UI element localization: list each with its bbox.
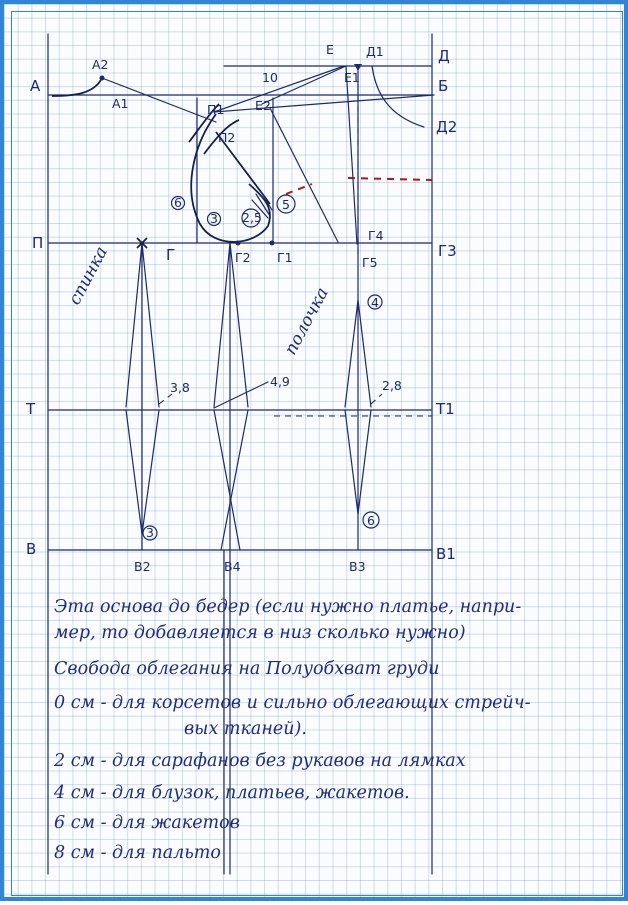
label-t: Т xyxy=(26,400,36,418)
label-v1: В1 xyxy=(436,545,456,563)
notes-block xyxy=(54,594,614,866)
front-dart-left-top xyxy=(345,300,358,407)
label-c3b: 3 xyxy=(146,525,154,540)
note-line-2: мер, то добавляется в низ сколько нужно) xyxy=(54,623,466,643)
note-line-9: 8 см - для пальто xyxy=(54,843,221,863)
point-g1 xyxy=(270,241,275,246)
note-line-6: 2 см - для сарафанов без рукавов на лямках xyxy=(54,751,466,771)
label-a2: А2 xyxy=(92,57,109,72)
label-p2: П2 xyxy=(218,130,236,145)
label-3-8: 3,8 xyxy=(170,380,190,395)
label-a: А xyxy=(30,77,41,95)
red-dashed-bust xyxy=(348,178,432,180)
back-dart-right-bottom xyxy=(142,410,159,534)
back-neck-curve xyxy=(52,78,102,96)
side-measure-line xyxy=(214,382,268,408)
label-a1: А1 xyxy=(112,96,129,111)
back-dart-right-top xyxy=(142,243,159,407)
side-left-bottom xyxy=(214,410,240,550)
label-v3: В3 xyxy=(349,559,366,574)
label-p1: П1 xyxy=(207,102,225,117)
label-d2: Д2 xyxy=(436,118,458,136)
label-v: В xyxy=(26,540,37,558)
back-dart-left-bottom xyxy=(126,410,142,534)
front-dart-dim xyxy=(371,394,382,404)
label-g1: Г1 xyxy=(277,250,293,265)
red-dashed-arm xyxy=(286,184,312,194)
note-line-7: 4 см - для блузок, платьев, жакетов. xyxy=(54,783,410,803)
side-left-top xyxy=(214,243,230,407)
label-d: Д xyxy=(438,47,450,65)
label-c3a: 3 xyxy=(210,211,218,226)
label-g3: Г3 xyxy=(438,242,457,260)
label-g4: Г4 xyxy=(368,228,384,243)
label-c4: 4 xyxy=(371,295,379,310)
front-piece-label: полочка xyxy=(280,284,333,359)
label-c6: 6 xyxy=(174,195,182,210)
label-p: П xyxy=(32,234,44,252)
label-10: 10 xyxy=(262,70,278,85)
label-c6b: 6 xyxy=(367,513,375,528)
label-v4: В4 xyxy=(224,559,241,574)
label-t1: Т1 xyxy=(436,400,455,418)
label-d1: Д1 xyxy=(366,44,384,59)
note-line-3: Свобода облегания на Полуобхват груди xyxy=(54,659,440,679)
label-g5: Г5 xyxy=(362,255,378,270)
point-a2 xyxy=(100,76,105,81)
label-c5: 5 xyxy=(282,197,290,212)
label-e2: Е2 xyxy=(255,98,271,113)
front-shoulder-line xyxy=(270,108,338,242)
gorge-line xyxy=(214,95,434,112)
side-right-bottom xyxy=(221,410,248,550)
label-e: Е xyxy=(326,42,334,57)
back-dart-dim xyxy=(159,394,172,404)
front-dart-right-top xyxy=(358,300,371,407)
note-line-1: Эта основа до бедер (если нужно платье, напри- xyxy=(54,597,522,617)
front-dart-right-bottom xyxy=(358,410,371,514)
label-2-8: 2,8 xyxy=(382,378,402,393)
back-piece-label: спинка xyxy=(64,243,112,309)
label-g: Г xyxy=(166,246,176,264)
point-g2 xyxy=(236,241,241,246)
label-4-9: 4,9 xyxy=(270,374,290,389)
label-b: Б xyxy=(438,77,449,95)
dart-line xyxy=(346,66,357,244)
label-c25: 2,5 xyxy=(242,210,262,225)
side-right-top xyxy=(230,243,248,407)
note-line-8: 6 см - для жакетов xyxy=(54,813,240,833)
back-dart-left-top xyxy=(126,243,142,407)
label-g2: Г2 xyxy=(235,250,251,265)
label-e1: Е1 xyxy=(344,70,360,85)
shoulder-guide-line xyxy=(214,66,344,112)
note-line-5: вых тканей). xyxy=(184,719,307,739)
note-line-4: 0 см - для корсетов и сильно облегающих стрейч- xyxy=(54,693,531,713)
front-dart-left-bottom xyxy=(345,410,358,514)
label-v2: В2 xyxy=(134,559,151,574)
